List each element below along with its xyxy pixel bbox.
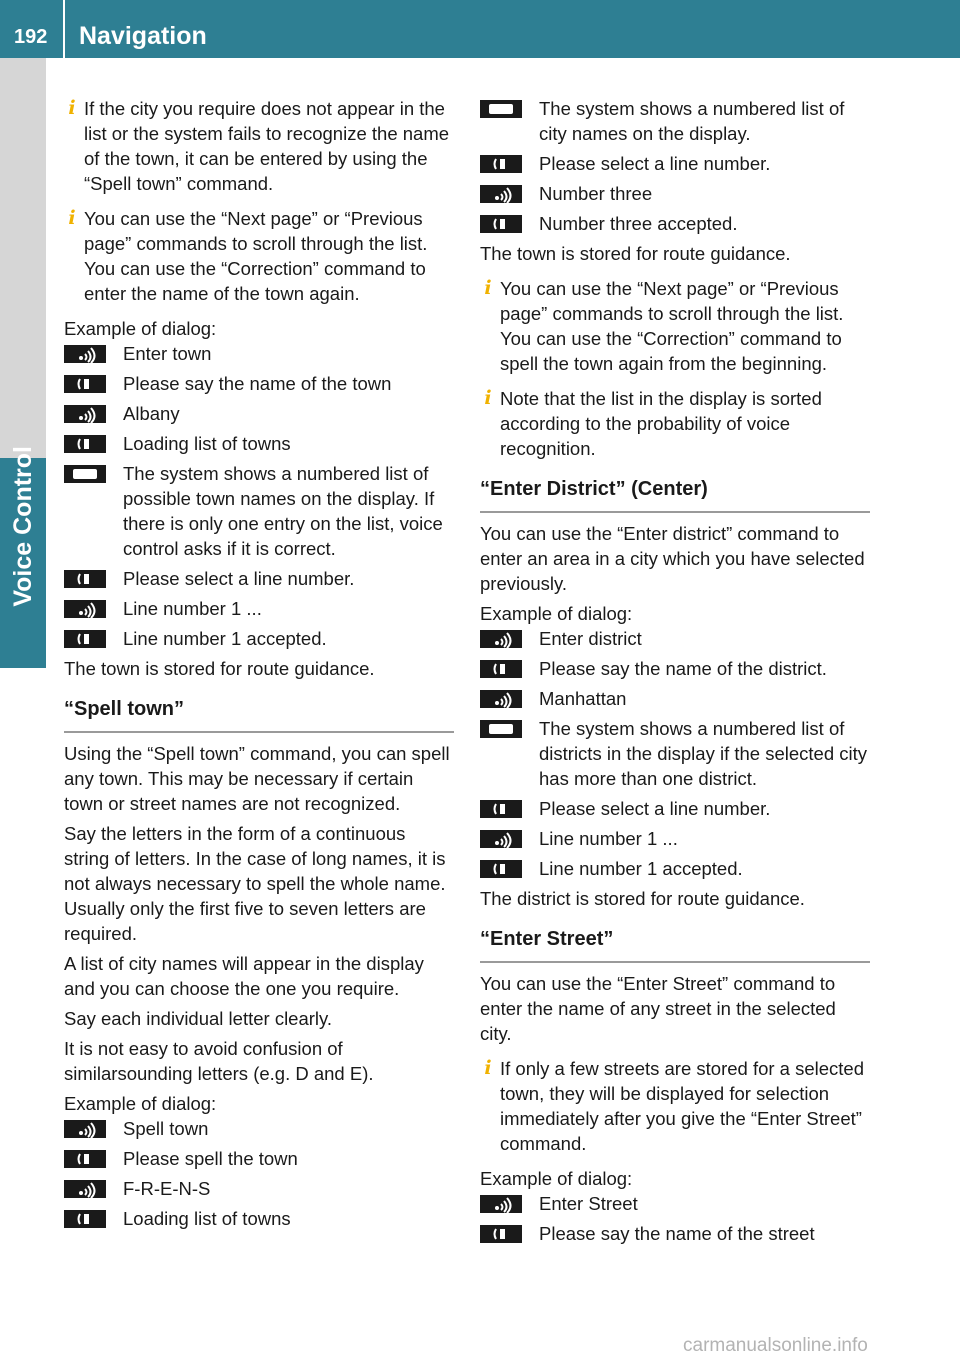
speaker-icon — [64, 600, 106, 618]
dialog-text: Enter Street — [539, 1193, 638, 1214]
example-label: Example of dialog: — [480, 603, 633, 624]
paragraph: Using the “Spell town” command, you can spell any town. This may be necessary if certain town or street names are not recognized. — [64, 743, 450, 814]
dialog-row — [64, 596, 454, 621]
page-number: 192 — [14, 26, 48, 48]
dialog-text: Manhattan — [539, 688, 627, 709]
dialog-text: Number three — [539, 183, 653, 204]
speaker-icon — [480, 185, 522, 203]
dialog-text: The system shows a numbered list of districts in the display if the selected city has more than one district. — [539, 718, 868, 789]
system-voice-icon — [480, 860, 522, 878]
stored-note: The district is stored for route guidance. — [480, 888, 805, 909]
watermark: carmanualsonline.info — [683, 1335, 868, 1356]
paragraph: Say the letters in the form of a continuous string of letters. In the case of long names, it is not always necessary to spell the whole name. Usually only the first five to seven letters are required. — [64, 823, 446, 944]
paragraph: Say each individual letter clearly. — [64, 1008, 333, 1029]
dialog-row — [64, 1176, 454, 1201]
dialog-text: Albany — [123, 403, 180, 424]
system-voice-icon — [64, 1210, 106, 1228]
speaker-icon — [480, 830, 522, 848]
note-text: If only a few streets are stored for a selected town, they will be displayed for selection immediately after you give the “Enter Street” command. — [500, 1058, 865, 1154]
speaker-icon — [480, 1195, 522, 1213]
dialog-row — [480, 96, 870, 146]
info-note — [64, 96, 454, 196]
info-icon: i — [484, 277, 492, 299]
dialog-row — [480, 151, 870, 176]
stored-note: The town is stored for route guidance. — [64, 658, 375, 679]
example-label: Example of dialog: — [64, 1093, 217, 1114]
dialog-text: Please say the name of the district. — [539, 658, 827, 679]
sidebar-chapter-label: Voice Control — [9, 446, 37, 607]
dialog-row — [64, 566, 454, 591]
dialog-text: Loading list of towns — [123, 433, 291, 454]
dialog-row — [480, 826, 870, 851]
paragraph: A list of city names will appear in the display and you can choose the one you require. — [64, 953, 424, 999]
dialog-text: Line number 1 ... — [123, 598, 262, 619]
display-icon — [480, 720, 522, 738]
system-voice-icon — [64, 1150, 106, 1168]
dialog-row — [64, 1206, 454, 1231]
note-text: If the city you require does not appear in the list or the system fails to recognize the name of the town, it can be entered by using the “Spell town” command. — [84, 98, 450, 194]
dialog-row — [480, 856, 870, 881]
dialog-example — [64, 1116, 454, 1231]
note-text: Note that the list in the display is sorted according to the probability of voice recognition. — [500, 388, 822, 459]
dialog-row — [64, 431, 454, 456]
speaker-icon — [480, 690, 522, 708]
section-heading: “Enter District” (Center) — [480, 477, 870, 513]
info-icon: i — [68, 207, 76, 229]
dialog-row — [480, 656, 870, 681]
dialog-row — [480, 211, 870, 236]
dialog-text: Please say the name of the street — [539, 1223, 815, 1244]
section-title: Navigation — [79, 22, 207, 50]
speaker-icon — [64, 1120, 106, 1138]
dialog-row — [64, 1146, 454, 1171]
dialog-row — [480, 796, 870, 821]
dialog-example-continued — [480, 96, 870, 236]
example-label: Example of dialog: — [480, 1168, 633, 1189]
system-voice-icon — [480, 155, 522, 173]
dialog-text: Line number 1 ... — [539, 828, 678, 849]
system-voice-icon — [64, 435, 106, 453]
info-note — [480, 276, 870, 376]
system-voice-icon — [64, 570, 106, 588]
left-column — [64, 96, 454, 1236]
dialog-text: Line number 1 accepted. — [123, 628, 327, 649]
dialog-text: F-R-E-N-S — [123, 1178, 211, 1199]
display-icon — [64, 465, 106, 483]
dialog-text: Enter town — [123, 343, 212, 364]
dialog-row — [64, 626, 454, 651]
dialog-row — [480, 1191, 870, 1216]
dialog-text: Please select a line number. — [123, 568, 355, 589]
dialog-row — [480, 1221, 870, 1246]
note-text: You can use the “Next page” or “Previous page” commands to scroll through the list. You can use the “Correction” command to enter the name of the town again. — [84, 208, 428, 304]
dialog-row — [64, 1116, 454, 1141]
dialog-row — [480, 626, 870, 651]
system-voice-icon — [480, 660, 522, 678]
speaker-icon — [64, 1180, 106, 1198]
paragraph: It is not easy to avoid confusion of similarsounding letters (e.g. D and E). — [64, 1038, 374, 1084]
paragraph: You can use the “Enter district” command to enter an area in a city which you have selected previously. — [480, 523, 865, 594]
example-label: Example of dialog: — [64, 318, 217, 339]
dialog-row — [64, 401, 454, 426]
dialog-text: Please spell the town — [123, 1148, 298, 1169]
system-voice-icon — [480, 800, 522, 818]
dialog-text: Enter district — [539, 628, 642, 649]
dialog-text: Please say the name of the town — [123, 373, 392, 394]
system-voice-icon — [64, 630, 106, 648]
note-text: You can use the “Next page” or “Previous page” commands to scroll through the list. You can use the “Correction” command to spell the town again from the beginning. — [500, 278, 844, 374]
info-icon: i — [484, 387, 492, 409]
dialog-example — [480, 626, 870, 881]
info-note — [480, 1056, 870, 1156]
page-header — [0, 0, 960, 58]
system-voice-icon — [480, 1225, 522, 1243]
system-voice-icon — [480, 215, 522, 233]
dialog-row — [480, 181, 870, 206]
info-icon: i — [68, 97, 76, 119]
dialog-text: Loading list of towns — [123, 1208, 291, 1229]
right-column — [480, 96, 870, 1251]
dialog-example — [480, 1191, 870, 1246]
display-icon — [480, 100, 522, 118]
info-note — [480, 386, 870, 461]
dialog-text: The system shows a numbered list of possible town names on the display. If there is only one entry on the list, voice control asks if it is correct. — [123, 463, 443, 559]
dialog-row — [64, 461, 454, 561]
dialog-row — [480, 716, 870, 791]
dialog-text: Please select a line number. — [539, 798, 771, 819]
speaker-icon — [64, 345, 106, 363]
dialog-example — [64, 341, 454, 651]
paragraph: You can use the “Enter Street” command to enter the name of any street in the selected city. — [480, 973, 836, 1044]
section-heading: “Enter Street” — [480, 927, 870, 963]
section-heading: “Spell town” — [64, 697, 454, 733]
sidebar — [0, 58, 46, 668]
dialog-text: Line number 1 accepted. — [539, 858, 743, 879]
header-divider — [63, 0, 65, 58]
dialog-row — [64, 371, 454, 396]
speaker-icon — [480, 630, 522, 648]
dialog-row — [64, 341, 454, 366]
dialog-text: Please select a line number. — [539, 153, 771, 174]
system-voice-icon — [64, 375, 106, 393]
dialog-text: Spell town — [123, 1118, 209, 1139]
dialog-text: Number three accepted. — [539, 213, 738, 234]
info-icon: i — [484, 1057, 492, 1079]
dialog-text: The system shows a numbered list of city names on the display. — [539, 98, 845, 144]
speaker-icon — [64, 405, 106, 423]
info-note — [64, 206, 454, 306]
dialog-row — [480, 686, 870, 711]
stored-note: The town is stored for route guidance. — [480, 243, 791, 264]
